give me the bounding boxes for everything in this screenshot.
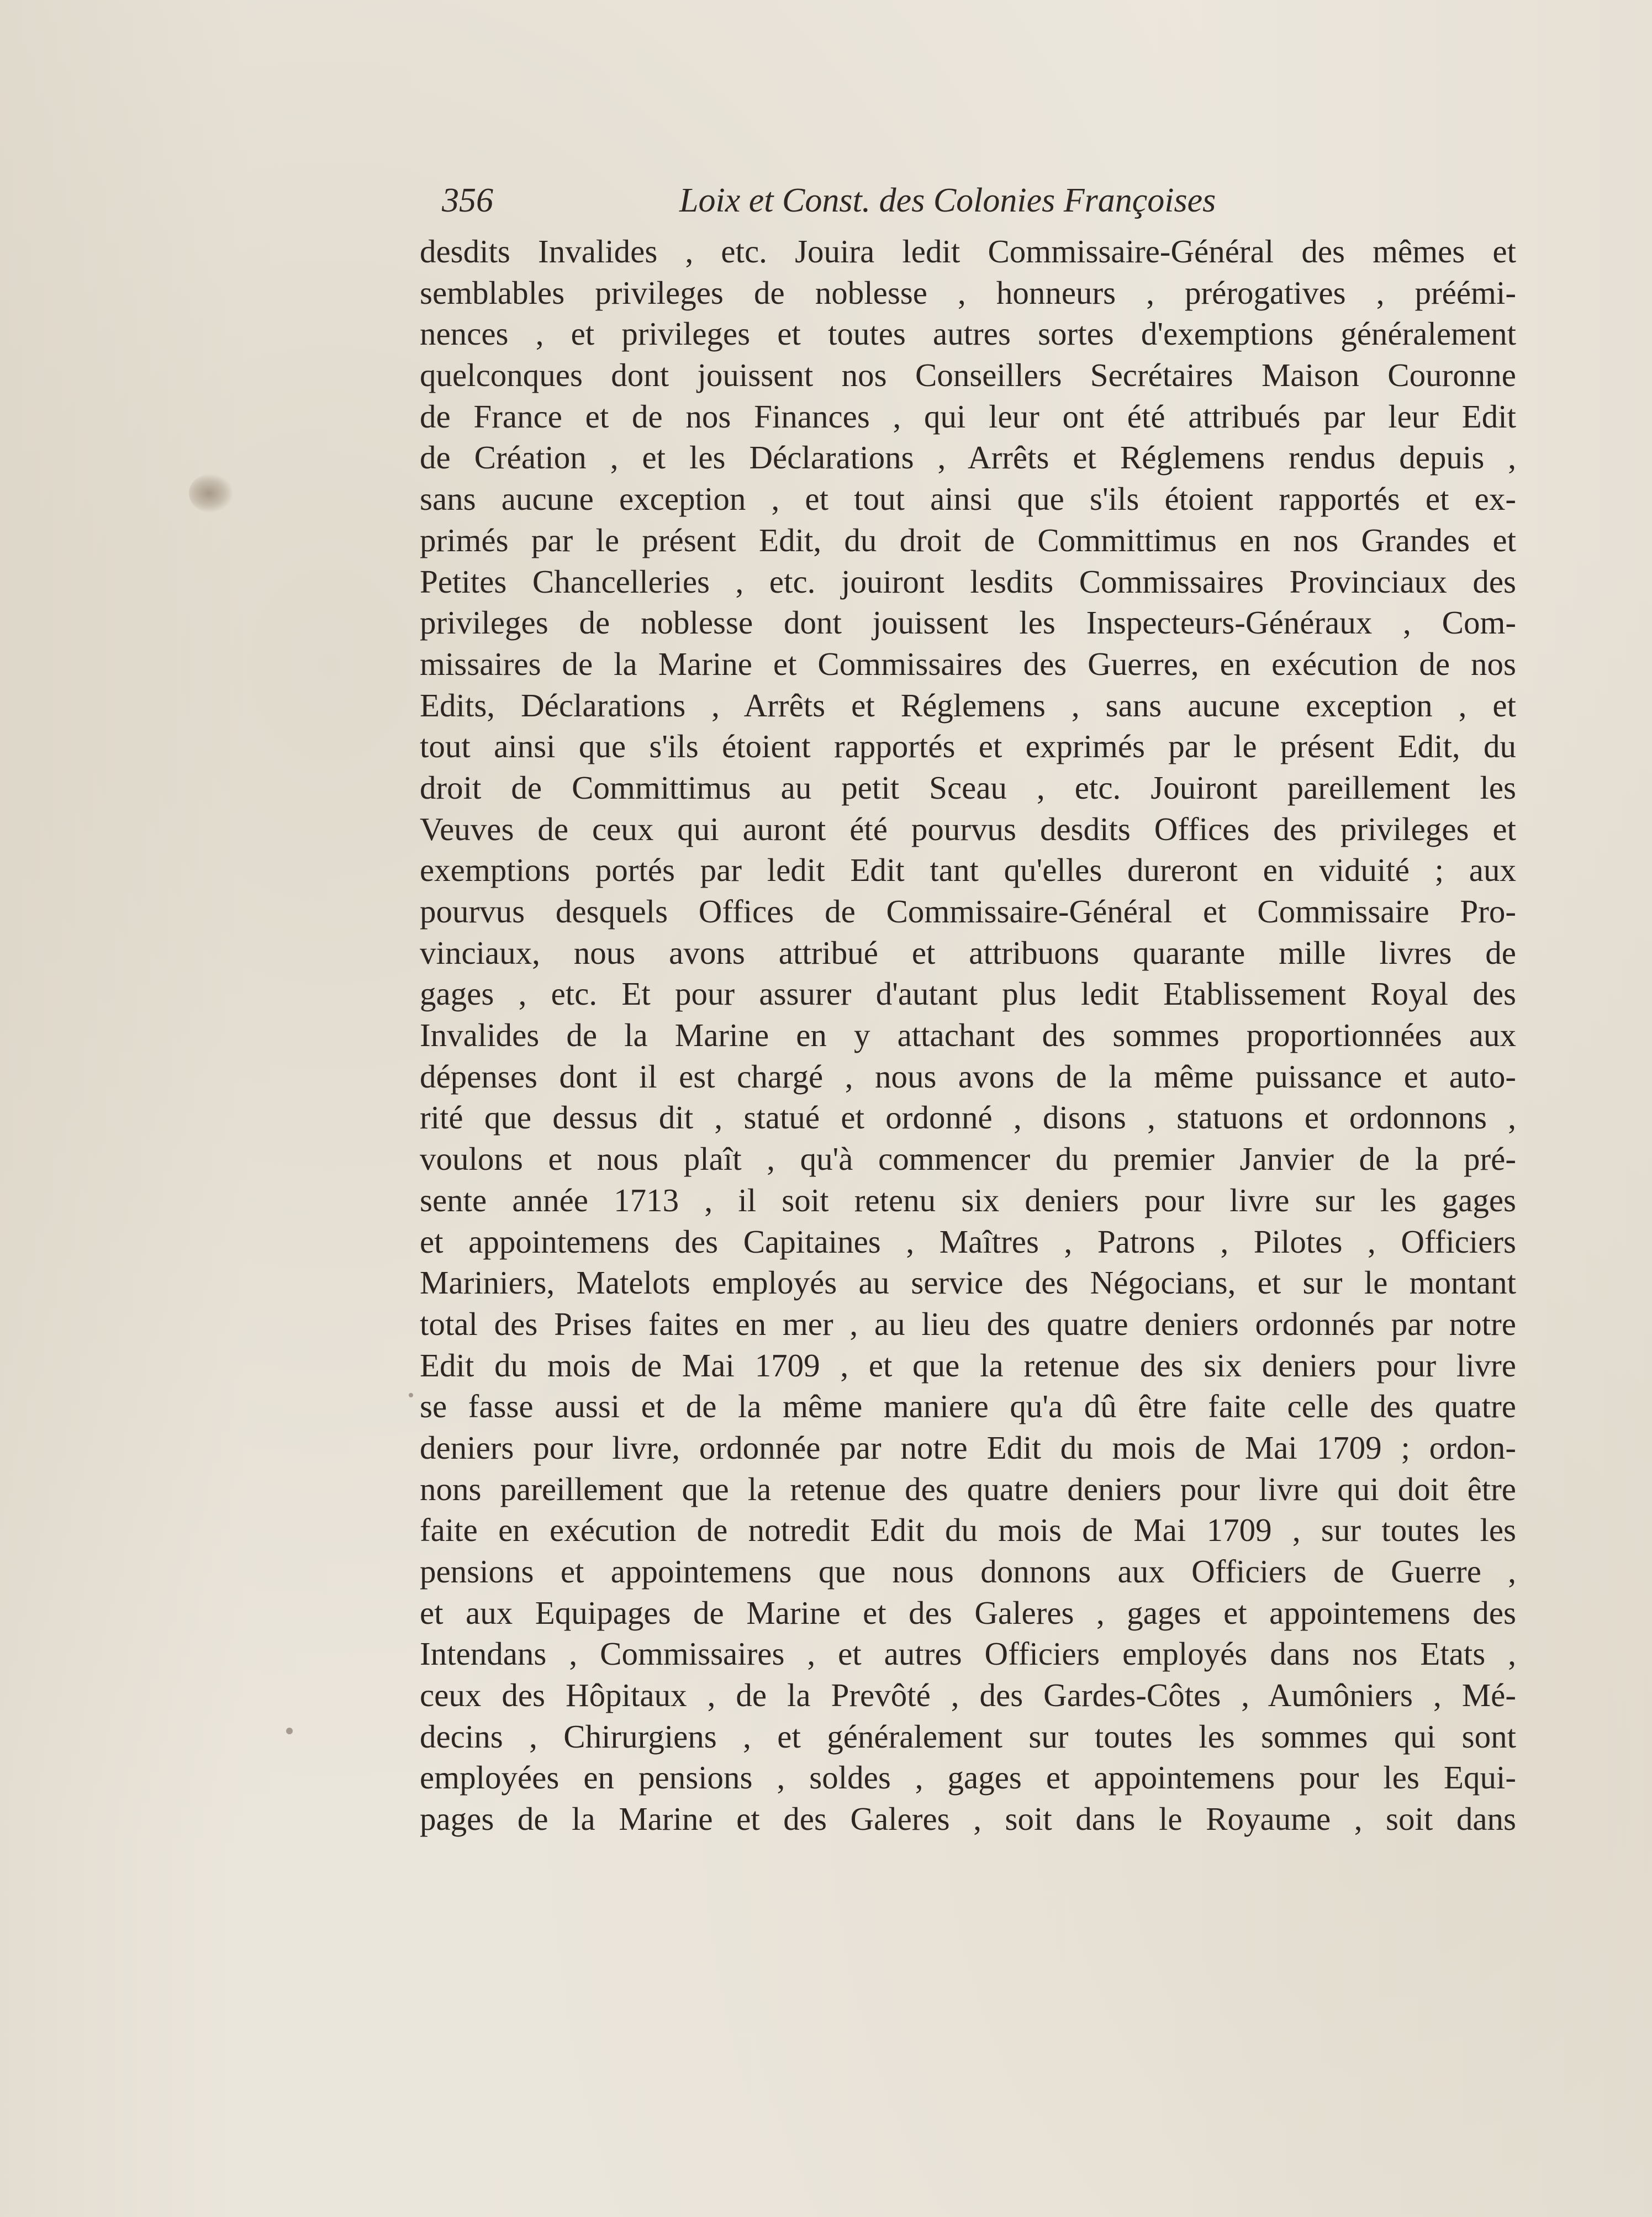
text-line: sente année 1713 , il soit retenu six deniers pour livre sur les gages <box>420 1181 1516 1218</box>
text-line: de Création , et les Déclarations , Arrêts et Réglemens rendus depuis , <box>420 439 1516 476</box>
text-line: Mariniers, Matelots employés au service des Négocians, et sur le montant <box>420 1264 1516 1301</box>
text-line: employées en pensions , soldes , gages et appointemens pour les Equi- <box>420 1759 1516 1796</box>
text-line: Invalides de la Marine en y attachant des sommes proportionnées aux <box>420 1017 1516 1054</box>
text-line: de France et de nos Finances , qui leur ont été attribués par leur Edit <box>420 398 1516 435</box>
text-line: nons pareillement que la retenue des quatre deniers pour livre qui doit être <box>420 1470 1516 1507</box>
paper-speck <box>286 1728 293 1734</box>
text-line: rité que dessus dit , statué et ordonné , disons , statuons et ordonnons , <box>420 1099 1516 1136</box>
text-line: droit de Committimus au petit Sceau , etc. Jouiront pareillement les <box>420 769 1516 806</box>
paper-stain <box>189 474 233 513</box>
text-line: pourvus desquels Offices de Commissaire-Général et Commissaire Pro- <box>420 893 1516 930</box>
text-line: semblables privileges de noblesse , honneurs , prérogatives , préémi- <box>420 274 1516 311</box>
text-line: pensions et appointemens que nous donnons aux Officiers de Guerre , <box>420 1553 1516 1590</box>
text-line: primés par le présent Edit, du droit de Committimus en nos Grandes et <box>420 521 1516 558</box>
paper-speck <box>409 1393 413 1397</box>
text-line: desdits Invalides , etc. Jouira ledit Commissaire-Général des mêmes et <box>420 233 1516 270</box>
text-line: decins , Chirurgiens , et généralement sur toutes les sommes qui sont <box>420 1718 1516 1755</box>
text-line: tout ainsi que s'ils étoient rapportés et exprimés par le présent Edit, du <box>420 728 1516 765</box>
running-title: Loix et Const. des Colonies Françoises <box>679 182 1216 219</box>
text-line: ceux des Hôpitaux , de la Prevôté , des Gardes-Côtes , Aumôniers , Mé- <box>420 1677 1516 1714</box>
text-line: sans aucune exception , et tout ainsi que s'ils étoient rapportés et ex- <box>420 481 1516 518</box>
body-text <box>420 231 1516 1840</box>
text-line: privileges de noblesse dont jouissent les Inspecteurs-Généraux , Com- <box>420 604 1516 641</box>
text-line: total des Prises faites en mer , au lieu des quatre deniers ordonnés par notre <box>420 1305 1516 1342</box>
text-line: dépenses dont il est chargé , nous avons de la même puissance et auto- <box>420 1058 1516 1095</box>
text-line: gages , etc. Et pour assurer d'autant plus ledit Etablissement Royal des <box>420 975 1516 1012</box>
text-line: se fasse aussi et de la même maniere qu'a dû être faite celle des quatre <box>420 1388 1516 1425</box>
text-line: et appointemens des Capitaines , Maîtres , Patrons , Pilotes , Officiers <box>420 1223 1516 1260</box>
text-line: et aux Equipages de Marine et des Galeres , gages et appointemens des <box>420 1594 1516 1631</box>
running-head <box>442 176 1303 225</box>
text-line: Edit du mois de Mai 1709 , et que la retenue des six deniers pour livre <box>420 1347 1516 1384</box>
text-line: Petites Chancelleries , etc. jouiront lesdits Commissaires Provinciaux des <box>420 563 1516 600</box>
text-line: Edits, Déclarations , Arrêts et Réglemens , sans aucune exception , et <box>420 687 1516 724</box>
page-number: 356 <box>442 182 493 219</box>
text-line: Intendans , Commissaires , et autres Officiers employés dans nos Etats , <box>420 1635 1516 1672</box>
text-line: Veuves de ceux qui auront été pourvus desdits Offices des privileges et <box>420 810 1516 847</box>
text-line: missaires de la Marine et Commissaires des Guerres, en exécution de nos <box>420 645 1516 682</box>
text-line: exemptions portés par ledit Edit tant qu'elles dureront en viduité ; aux <box>420 852 1516 889</box>
text-line: deniers pour livre, ordonnée par notre Edit du mois de Mai 1709 ; ordon- <box>420 1429 1516 1466</box>
text-line: vinciaux, nous avons attribué et attribuons quarante mille livres de <box>420 934 1516 971</box>
text-line: voulons et nous plaît , qu'à commencer du premier Janvier de la pré- <box>420 1141 1516 1178</box>
text-line: nences , et privileges et toutes autres sortes d'exemptions généralement <box>420 315 1516 352</box>
text-line: quelconques dont jouissent nos Conseillers Secrétaires Maison Couronne <box>420 357 1516 394</box>
text-line: faite en exécution de notredit Edit du mois de Mai 1709 , sur toutes les <box>420 1512 1516 1549</box>
text-line: pages de la Marine et des Galeres , soit dans le Royaume , soit dans <box>420 1801 1516 1838</box>
